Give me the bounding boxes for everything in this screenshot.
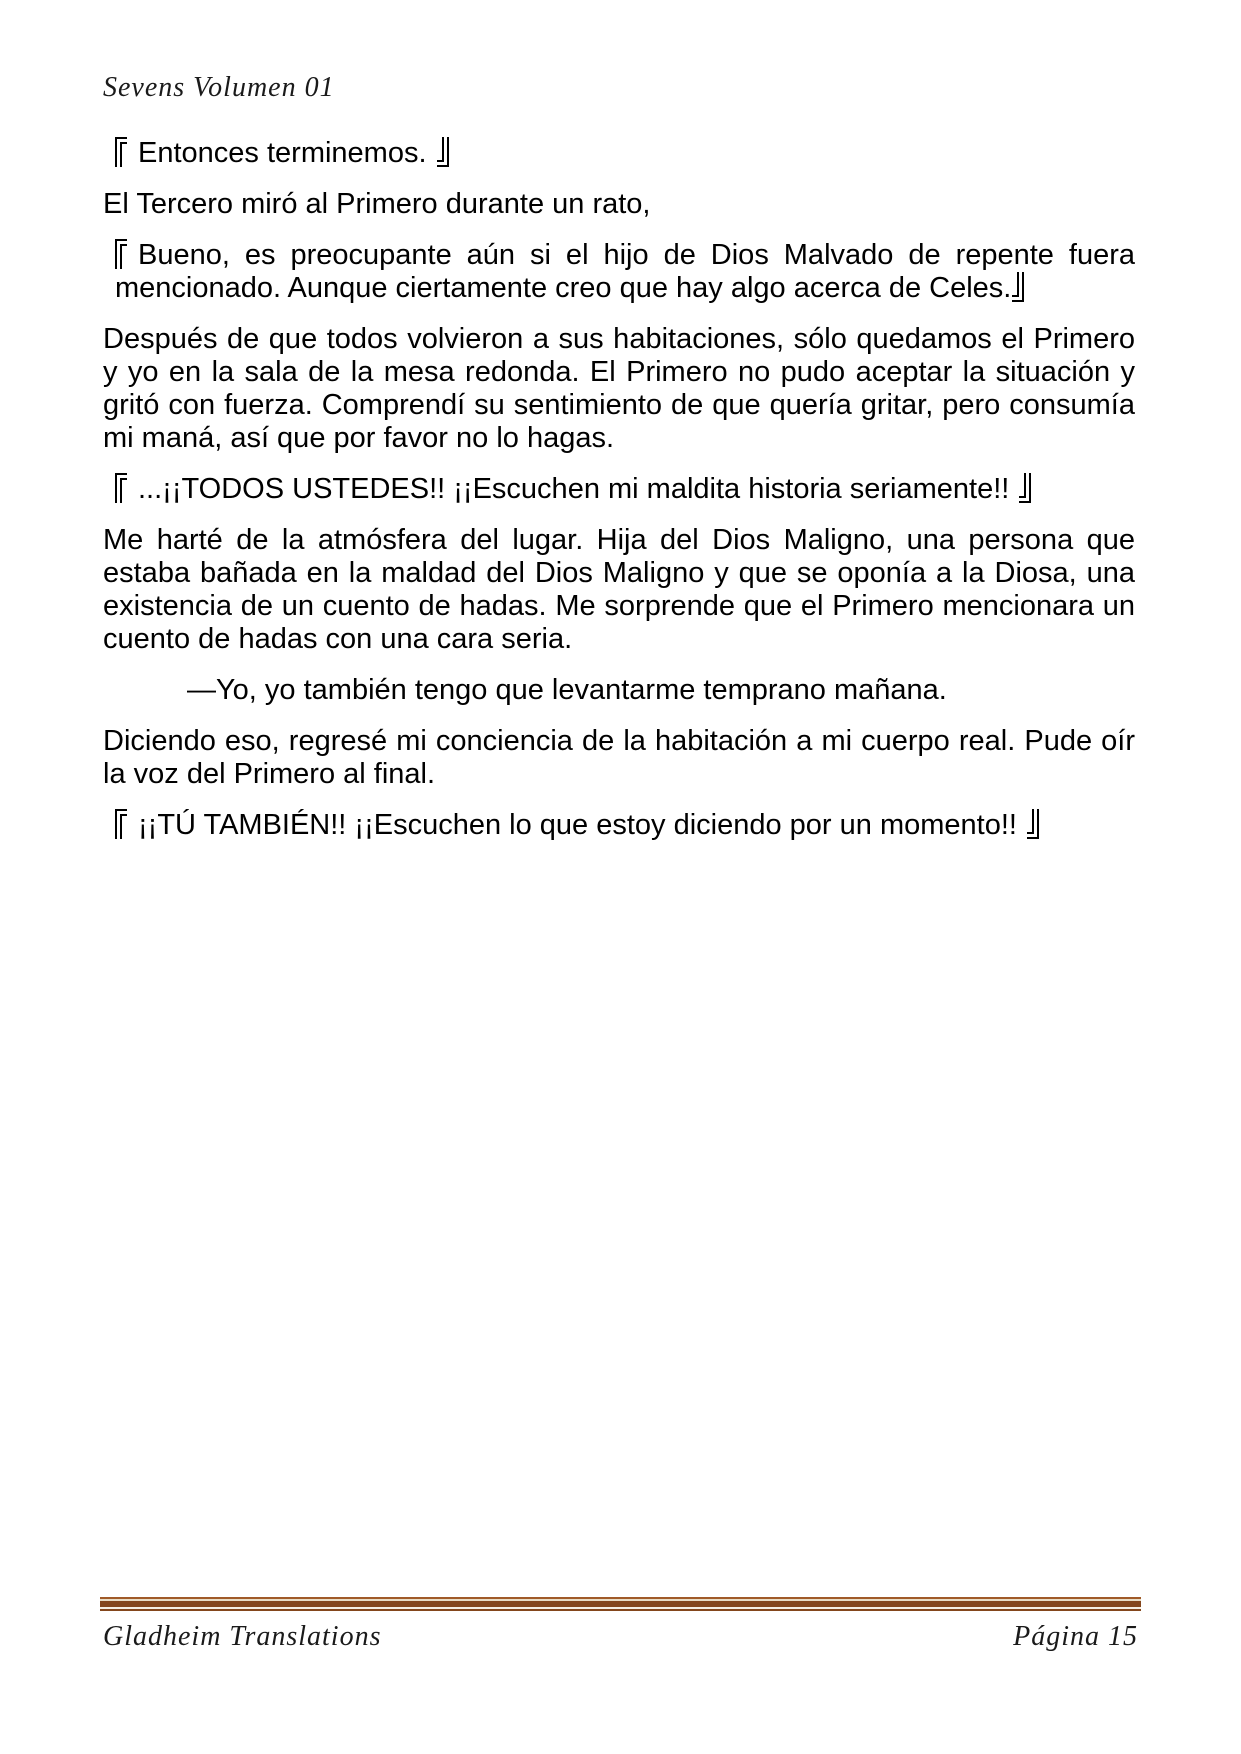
narration-paragraph (103, 725, 1135, 791)
white-corner-bracket-open-icon (115, 239, 127, 269)
footer-rule-stripe (100, 1609, 1141, 1611)
dialogue-text: ...¡¡TODOS USTEDES!! ¡¡Escuchen mi maldita historia seriamente!! (138, 473, 1010, 505)
dialogue-paragraph (103, 239, 1135, 305)
page-footer (103, 1621, 1138, 1653)
footer-divider-rule (100, 1597, 1141, 1611)
white-corner-bracket-close-icon (1019, 473, 1031, 503)
page-header-title: Sevens Volumen 01 (103, 72, 335, 103)
white-corner-bracket-close-icon (1012, 272, 1024, 302)
emdash-dialogue-text: —Yo, yo también tengo que levantarme temprano mañana. (187, 674, 947, 706)
dialogue-paragraph (103, 137, 1135, 170)
document-body (103, 137, 1135, 860)
narration-text: Me harté de la atmósfera del lugar. Hija del Dios Maligno, una persona que estaba bañada en la maldad del Dios Maligno y que se oponía a la Diosa, una existencia de un cuento de hadas. Me sorprende que el Primero mencionara un cuento de hadas con una cara seria. (103, 524, 1135, 655)
footer-page-number: Página 15 (1013, 1621, 1138, 1652)
narration-paragraph (103, 524, 1135, 656)
white-corner-bracket-open-icon (115, 473, 127, 503)
narration-text: Después de que todos volvieron a sus habitaciones, sólo quedamos el Primero y yo en la sala de la mesa redonda. El Primero no pudo aceptar la situación y gritó con fuerza. Comprendí su sentimiento de que quería gritar, pero consumía mi maná, así que por favor no lo hagas. (103, 323, 1135, 454)
footer-translator-credit: Gladheim Translations (103, 1621, 382, 1652)
narration-paragraph (103, 188, 1135, 221)
dialogue-text: Bueno, es preocupante aún si el hijo de Dios Malvado de repente fuera mencionado. Aunque ciertamente creo que hay algo acerca de Celes. (115, 239, 1135, 304)
white-corner-bracket-open-icon (115, 137, 127, 167)
white-corner-bracket-close-icon (1027, 809, 1039, 839)
dialogue-paragraph (103, 473, 1135, 506)
dialogue-text: ¡¡TÚ TAMBIÉN!! ¡¡Escuchen lo que estoy diciendo por un momento!! (138, 809, 1017, 841)
emdash-dialogue-paragraph (103, 674, 1135, 707)
narration-text: El Tercero miró al Primero durante un rato, (103, 188, 651, 220)
narration-text: Diciendo eso, regresé mi conciencia de la habitación a mi cuerpo real. Pude oír la voz del Primero al final. (103, 725, 1135, 790)
dialogue-text: Entonces terminemos. (138, 137, 427, 169)
white-corner-bracket-open-icon (115, 809, 127, 839)
narration-paragraph (103, 323, 1135, 455)
white-corner-bracket-close-icon (437, 137, 449, 167)
dialogue-paragraph (103, 809, 1135, 842)
